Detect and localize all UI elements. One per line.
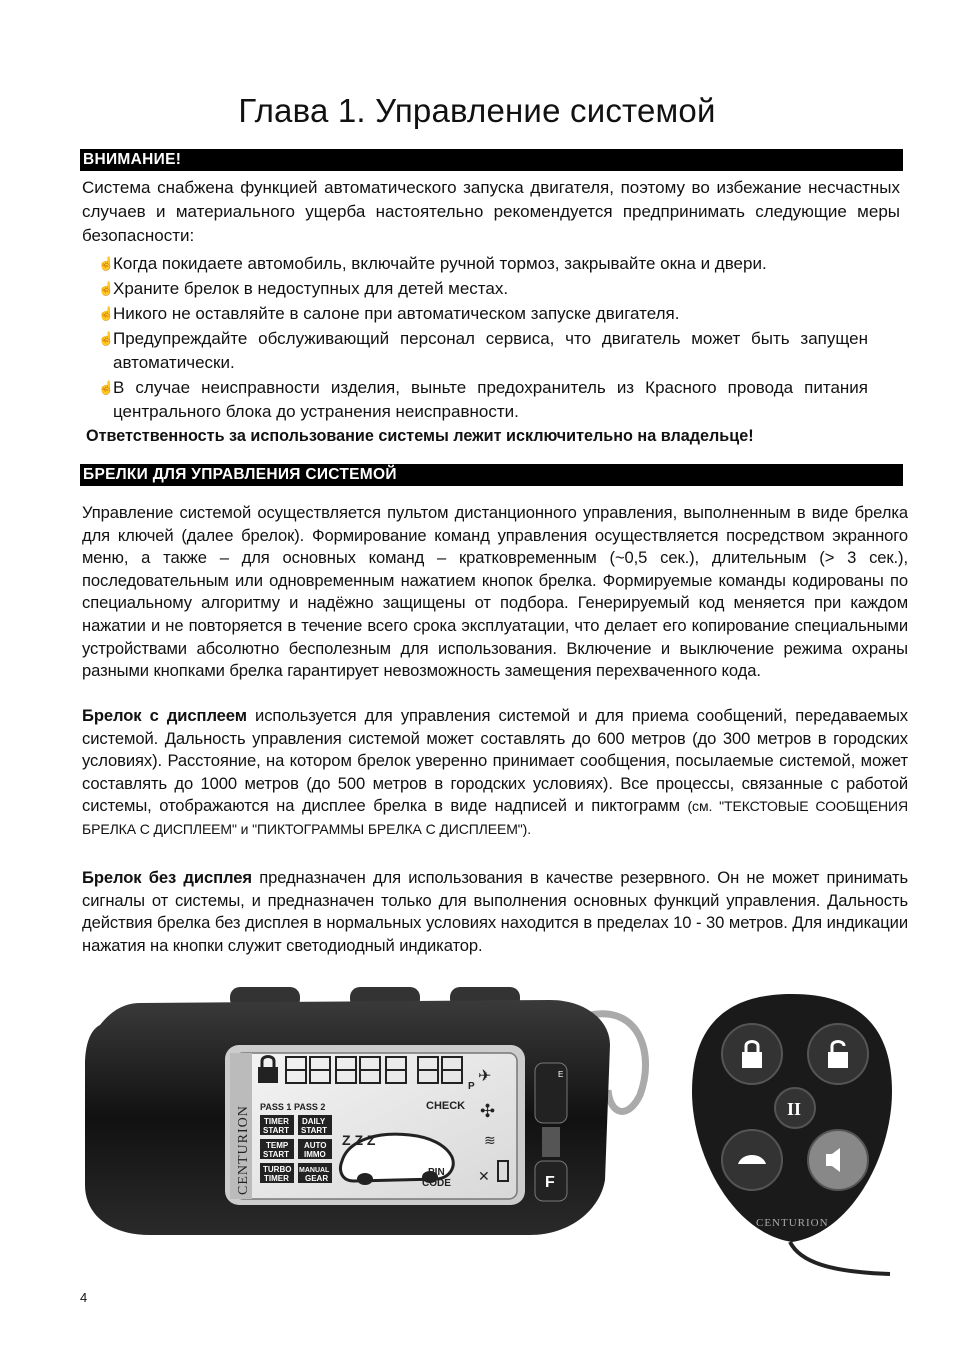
fobs-heading: БРЕЛКИ ДЛЯ УПРАВЛЕНИЯ СИСТЕМОЙ [80, 464, 903, 486]
svg-text:TIMER: TIMER [264, 1117, 289, 1126]
svg-text:START: START [263, 1150, 290, 1159]
plain-fob-brand: CENTURION [756, 1217, 829, 1229]
list-item: ☝ Предупреждайте обслуживающий персонал сервиса, что двигатель может быть запущен автоматически. [98, 329, 868, 372]
pass1-label: PASS 1 [260, 1102, 292, 1112]
plain-fob-term: Брелок без дисплея [82, 868, 252, 887]
cross-reference: (см. "ТЕКСТОВЫЕ СООБЩЕНИЯ БРЕЛКА С ДИСПЛЕЕМ" и "ПИКТОГРАММЫ БРЕЛКА С ДИСПЛЕЕМ"). [82, 798, 908, 837]
list-item: ☝ Когда покидаете автомобиль, включайте ручной тормоз, закрывайте окна и двери. [98, 252, 868, 276]
svg-text:TURBO: TURBO [263, 1165, 292, 1174]
page-title: Глава 1. Управление системой [238, 92, 716, 129]
hand-pointer-icon: ☝ [98, 331, 115, 346]
hand-pointer-icon: ☝ [98, 281, 115, 296]
hand-pointer-icon: ☝ [98, 306, 115, 321]
svg-text:TIMER: TIMER [264, 1174, 289, 1183]
hand-pointer-icon: ☝ [98, 256, 115, 271]
wave-icon: ≋ [484, 1132, 496, 1148]
pass2-label: PASS 2 [294, 1102, 326, 1112]
display-keyfob-image [80, 985, 650, 1240]
parking-label: P [468, 1081, 475, 1092]
trunk-button-e: E [558, 1070, 564, 1079]
list-item: ☝ Храните брелок в недоступных для детей местах. [98, 277, 868, 301]
check-label: CHECK [426, 1100, 466, 1112]
fobs-paragraph-1: Управление системой осуществляется пультом дистанционного управления, выполненным в виде брелка для ключей (далее брелок). Формирование команд управления осуществляется посредством экранного меню, а также – для основных команд – кратковременным (~0,5 сек.), длительным (> 3 сек.), последовательным или одновременным нажатием кнопок брелка. Формируемые команды кодированы по специальному алгоритму и надёжно защищены от подбора. Генерируемый код меняется при каждом нажатии и не повторяется в течение всего срока эксплуатации, что делает его копирование специальными устройствами абсолютно бесполезным для использования. Включение и выключение режима охраны разными кнопками брелка гарантирует невозможность замещения перехваченного кода. [82, 503, 908, 681]
fan-icon: ✣ [480, 1101, 496, 1121]
display-fob-term: Брелок с дисплеем [82, 706, 247, 725]
svg-text:TEMP: TEMP [266, 1141, 289, 1150]
warning-heading: ВНИМАНИЕ! [80, 149, 903, 171]
list-item: ☝ В случае неисправности изделия, выньте предохранитель из Красного провода питания центрального блока до устранения неисправности. [98, 378, 868, 421]
pin-label: PIN [428, 1167, 445, 1178]
lock-icon [258, 1067, 278, 1083]
svg-text:AUTO: AUTO [304, 1141, 327, 1150]
page-number: 4 [80, 1290, 88, 1305]
warning-intro: Система снабжена функцией автоматического запуска двигателя, поэтому во избежание несчастных случаев и материального ущерба настоятельно рекомендуется предпринимать следующие меры безопасности: [82, 178, 900, 245]
antenna-icon: ✈ [478, 1068, 492, 1085]
function-button-label: F [545, 1174, 555, 1191]
svg-text:DAILY: DAILY [302, 1117, 326, 1126]
scroll-strip [542, 1127, 560, 1157]
fobs-paragraph-2: Брелок с дисплеем используется для управления системой и для приема сообщений, передаваемых системой. Дальность управления системой может составлять до 600 метров (до 300 метров в городских условиях). Расстояние, на котором брелок уверенно принимает сообщения, посылаемые системой, может составлять до 1000 метров (до 500 метров в городских условиях). Все процессы, связанные с работой системы, отображаются на дисплее брелка в виде надписей и пиктограмм (см. "ТЕКСТОВЫЕ СООБЩЕНИЯ БРЕЛКА С ДИСПЛЕЕМ" и "ПИКТОГРАММЫ БРЕЛКА С ДИСПЛЕЕМ"). [82, 706, 908, 837]
two-button-label: II [787, 1099, 802, 1119]
svg-text:START: START [301, 1126, 328, 1135]
hand-pointer-icon: ☝ [98, 380, 115, 395]
mute-icon: ✕ [478, 1168, 490, 1184]
plain-keyfob-image [690, 992, 895, 1277]
code-label: CODE [422, 1178, 451, 1189]
svg-text:MANUAL: MANUAL [299, 1167, 330, 1174]
list-item: ☝ Никого не оставляйте в салоне при автоматическом запуске двигателя. [98, 302, 868, 326]
responsibility-note: Ответственность за использование системы лежит исключительно на владельце! [86, 427, 754, 445]
wire [790, 1242, 890, 1274]
safety-list [98, 252, 868, 425]
svg-text:START: START [263, 1126, 290, 1135]
svg-text:GEAR: GEAR [305, 1174, 329, 1183]
svg-text:IMMO: IMMO [304, 1150, 326, 1159]
display-fob-brand: CENTURION [236, 1105, 251, 1195]
sleep-icon: Z Z Z [342, 1132, 376, 1148]
fobs-paragraph-3: Брелок без дисплея предназначен для использования в качестве резервного. Он не может принимать сигналы от системы, и предназначен только для выполнения основных функций управления. Дальность действия брелка без дисплея в нормальных условиях находится в пределах 10 - 30 метров. Для индикации нажатия на кнопки служит светодиодный индикатор. [82, 868, 909, 955]
